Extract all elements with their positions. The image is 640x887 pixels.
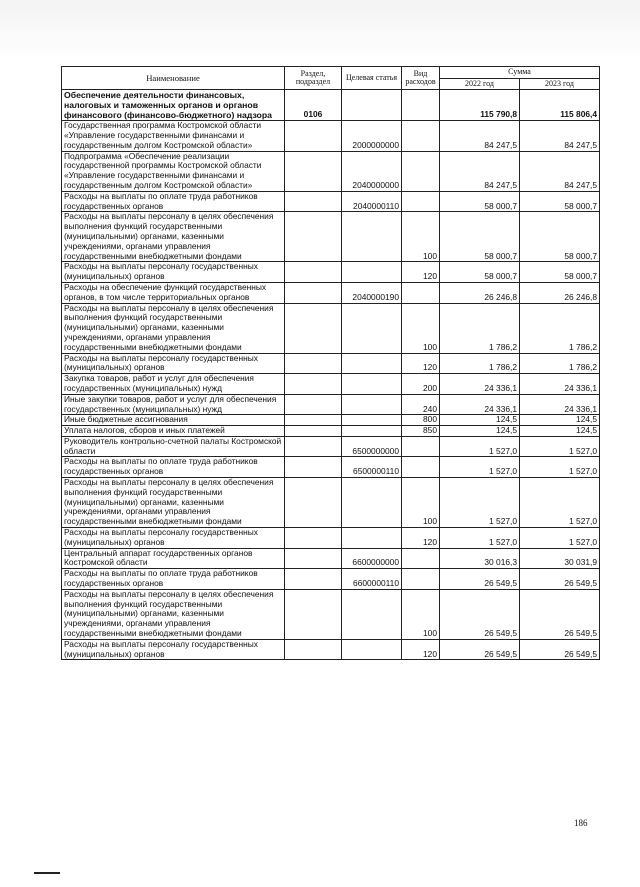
row-name: Расходы на выплаты персоналу государственных (муниципальных) органов bbox=[62, 262, 285, 283]
row-amount-2022: 24 336,1 bbox=[440, 374, 520, 395]
row-name: Расходы на выплаты персоналу в целях обеспечения выполнения функций государственными (муниципальными) органами, казенными учреждениями, органами управления государственными внебюджетными фондами bbox=[62, 212, 285, 262]
table-row bbox=[62, 426, 600, 437]
row-kind bbox=[402, 548, 440, 569]
table-row bbox=[62, 569, 600, 590]
row-section bbox=[285, 262, 342, 283]
table-row bbox=[62, 639, 600, 660]
row-name: Расходы на выплаты персоналу государственных (муниципальных) органов bbox=[62, 353, 285, 374]
row-amount-2023: 24 336,1 bbox=[520, 374, 600, 395]
table-row bbox=[62, 374, 600, 395]
row-name: Руководитель контрольно-счетной палаты Костромской области bbox=[62, 436, 285, 457]
row-amount-2022: 84 247,5 bbox=[440, 121, 520, 151]
row-target bbox=[342, 374, 402, 395]
row-kind: 100 bbox=[402, 478, 440, 528]
header-year-2023: 2023 год bbox=[520, 78, 600, 90]
row-kind: 100 bbox=[402, 212, 440, 262]
table-row bbox=[62, 478, 600, 528]
row-section bbox=[285, 478, 342, 528]
row-target bbox=[342, 426, 402, 437]
row-kind: 200 bbox=[402, 374, 440, 395]
row-name: Расходы на выплаты по оплате труда работников государственных органов bbox=[62, 457, 285, 478]
row-amount-2022: 1 786,2 bbox=[440, 353, 520, 374]
row-kind: 120 bbox=[402, 262, 440, 283]
row-name: Расходы на выплаты по оплате труда работников государственных органов bbox=[62, 191, 285, 212]
header-year-2022: 2022 год bbox=[440, 78, 520, 90]
row-amount-2022: 58 000,7 bbox=[440, 212, 520, 262]
row-target bbox=[342, 90, 402, 121]
row-kind bbox=[402, 90, 440, 121]
row-section bbox=[285, 191, 342, 212]
table-row bbox=[62, 121, 600, 151]
header-section: Раздел, подраздел bbox=[285, 67, 342, 90]
row-amount-2023: 26 549,5 bbox=[520, 639, 600, 660]
row-name: Центральный аппарат государственных органов Костромской области bbox=[62, 548, 285, 569]
row-name: Расходы на выплаты по оплате труда работников государственных органов bbox=[62, 569, 285, 590]
row-kind: 120 bbox=[402, 639, 440, 660]
table-row bbox=[62, 548, 600, 569]
table-row bbox=[62, 191, 600, 212]
page-number: 186 bbox=[574, 818, 588, 828]
row-kind: 100 bbox=[402, 303, 440, 353]
row-name: Расходы на выплаты персоналу государственных (муниципальных) органов bbox=[62, 528, 285, 549]
row-amount-2022: 1 527,0 bbox=[440, 528, 520, 549]
row-name: Закупка товаров, работ и услуг для обеспечения государственных (муниципальных) нужд bbox=[62, 374, 285, 395]
row-section bbox=[285, 415, 342, 426]
row-kind bbox=[402, 121, 440, 151]
row-amount-2023: 58 000,7 bbox=[520, 262, 600, 283]
row-section bbox=[285, 282, 342, 303]
row-amount-2023: 124,5 bbox=[520, 426, 600, 437]
row-name: Уплата налогов, сборов и иных платежей bbox=[62, 426, 285, 437]
row-amount-2022: 26 549,5 bbox=[440, 589, 520, 639]
row-kind bbox=[402, 569, 440, 590]
table-row bbox=[62, 589, 600, 639]
table-row bbox=[62, 303, 600, 353]
row-amount-2023: 1 527,0 bbox=[520, 478, 600, 528]
table-row bbox=[62, 151, 600, 191]
row-amount-2023: 84 247,5 bbox=[520, 121, 600, 151]
row-target bbox=[342, 528, 402, 549]
table-row bbox=[62, 436, 600, 457]
table-row bbox=[62, 394, 600, 415]
row-section bbox=[285, 394, 342, 415]
row-kind bbox=[402, 436, 440, 457]
table-row bbox=[62, 262, 600, 283]
corner-mark bbox=[34, 872, 60, 874]
row-amount-2022: 1 527,0 bbox=[440, 478, 520, 528]
row-target: 2040000190 bbox=[342, 282, 402, 303]
row-amount-2022: 26 549,5 bbox=[440, 639, 520, 660]
row-amount-2023: 26 549,5 bbox=[520, 569, 600, 590]
row-section: 0106 bbox=[285, 90, 342, 121]
row-section bbox=[285, 212, 342, 262]
row-section bbox=[285, 374, 342, 395]
row-kind bbox=[402, 151, 440, 191]
row-target: 6500000000 bbox=[342, 436, 402, 457]
row-name: Иные бюджетные ассигнования bbox=[62, 415, 285, 426]
row-amount-2023: 58 000,7 bbox=[520, 191, 600, 212]
row-kind: 100 bbox=[402, 589, 440, 639]
table-row bbox=[62, 282, 600, 303]
row-kind: 850 bbox=[402, 426, 440, 437]
row-section bbox=[285, 426, 342, 437]
row-section bbox=[285, 353, 342, 374]
row-amount-2023: 124,5 bbox=[520, 415, 600, 426]
row-target: 6600000110 bbox=[342, 569, 402, 590]
header-name: Наименование bbox=[62, 67, 285, 90]
row-amount-2022: 58 000,7 bbox=[440, 191, 520, 212]
row-amount-2023: 84 247,5 bbox=[520, 151, 600, 191]
row-kind: 120 bbox=[402, 528, 440, 549]
row-target bbox=[342, 415, 402, 426]
row-section bbox=[285, 436, 342, 457]
row-amount-2023: 1 527,0 bbox=[520, 457, 600, 478]
row-amount-2023: 115 806,4 bbox=[520, 90, 600, 121]
row-kind bbox=[402, 457, 440, 478]
row-target: 6600000000 bbox=[342, 548, 402, 569]
row-amount-2022: 1 786,2 bbox=[440, 303, 520, 353]
row-target bbox=[342, 212, 402, 262]
row-section bbox=[285, 589, 342, 639]
row-amount-2023: 24 336,1 bbox=[520, 394, 600, 415]
table-row bbox=[62, 353, 600, 374]
row-target: 2040000110 bbox=[342, 191, 402, 212]
row-kind: 800 bbox=[402, 415, 440, 426]
row-amount-2023: 58 000,7 bbox=[520, 212, 600, 262]
row-amount-2022: 58 000,7 bbox=[440, 262, 520, 283]
row-amount-2023: 1 527,0 bbox=[520, 528, 600, 549]
row-section bbox=[285, 121, 342, 151]
row-target bbox=[342, 478, 402, 528]
row-section bbox=[285, 569, 342, 590]
row-target bbox=[342, 262, 402, 283]
row-amount-2022: 84 247,5 bbox=[440, 151, 520, 191]
row-kind: 240 bbox=[402, 394, 440, 415]
row-target bbox=[342, 353, 402, 374]
row-name: Расходы на обеспечение функций государственных органов, в том числе территориальных органов bbox=[62, 282, 285, 303]
table-header bbox=[62, 67, 600, 90]
row-name: Расходы на выплаты персоналу в целях обеспечения выполнения функций государственными (муниципальными) органами, казенными учреждениями, органами управления государственными внебюджетными фондами bbox=[62, 478, 285, 528]
table-row bbox=[62, 415, 600, 426]
row-target bbox=[342, 639, 402, 660]
table-row bbox=[62, 457, 600, 478]
row-amount-2023: 1 786,2 bbox=[520, 303, 600, 353]
scan-shadow bbox=[0, 0, 640, 60]
row-name: Государственная программа Костромской области «Управление государственными финансами и государственным долгом Костромской области» bbox=[62, 121, 285, 151]
row-amount-2023: 26 246,8 bbox=[520, 282, 600, 303]
row-amount-2023: 26 549,5 bbox=[520, 589, 600, 639]
table-body bbox=[62, 90, 600, 660]
table-row bbox=[62, 212, 600, 262]
row-target: 6500000110 bbox=[342, 457, 402, 478]
row-section bbox=[285, 639, 342, 660]
row-amount-2023: 1 527,0 bbox=[520, 436, 600, 457]
header-kind: Вид расходов bbox=[402, 67, 440, 90]
table-row bbox=[62, 528, 600, 549]
row-name: Обеспечение деятельности финансовых, налоговых и таможенных органов и органов финансового (финансово-бюджетного) надзора bbox=[62, 90, 285, 121]
row-amount-2022: 24 336,1 bbox=[440, 394, 520, 415]
row-target: 2040000000 bbox=[342, 151, 402, 191]
row-section bbox=[285, 151, 342, 191]
row-target bbox=[342, 589, 402, 639]
budget-table bbox=[61, 66, 600, 660]
row-section bbox=[285, 528, 342, 549]
row-name: Подпрограмма «Обеспечение реализации государственной программы Костромской области «Управление государственными финансами и государственным долгом Костромской области» bbox=[62, 151, 285, 191]
row-amount-2023: 1 786,2 bbox=[520, 353, 600, 374]
row-target bbox=[342, 303, 402, 353]
row-name: Расходы на выплаты персоналу в целях обеспечения выполнения функций государственными (муниципальными) органами, казенными учреждениями, органами управления государственными внебюджетными фондами bbox=[62, 303, 285, 353]
row-section bbox=[285, 548, 342, 569]
row-name: Расходы на выплаты персоналу государственных (муниципальных) органов bbox=[62, 639, 285, 660]
row-amount-2022: 26 549,5 bbox=[440, 569, 520, 590]
row-amount-2022: 124,5 bbox=[440, 415, 520, 426]
row-amount-2022: 1 527,0 bbox=[440, 457, 520, 478]
row-amount-2022: 124,5 bbox=[440, 426, 520, 437]
row-kind bbox=[402, 191, 440, 212]
row-section bbox=[285, 303, 342, 353]
row-target: 2000000000 bbox=[342, 121, 402, 151]
header-target: Целевая статья bbox=[342, 67, 402, 90]
row-name: Иные закупки товаров, работ и услуг для обеспечения государственных (муниципальных) нужд bbox=[62, 394, 285, 415]
row-amount-2022: 1 527,0 bbox=[440, 436, 520, 457]
row-kind bbox=[402, 282, 440, 303]
row-section bbox=[285, 457, 342, 478]
row-amount-2022: 26 246,8 bbox=[440, 282, 520, 303]
header-sum: Сумма bbox=[440, 67, 600, 79]
row-kind: 120 bbox=[402, 353, 440, 374]
row-amount-2023: 30 031,9 bbox=[520, 548, 600, 569]
row-name: Расходы на выплаты персоналу в целях обеспечения выполнения функций государственными (муниципальными) органами, казенными учреждениями, органами управления государственными внебюджетными фондами bbox=[62, 589, 285, 639]
table-row bbox=[62, 90, 600, 121]
row-amount-2022: 30 016,3 bbox=[440, 548, 520, 569]
row-target bbox=[342, 394, 402, 415]
row-amount-2022: 115 790,8 bbox=[440, 90, 520, 121]
